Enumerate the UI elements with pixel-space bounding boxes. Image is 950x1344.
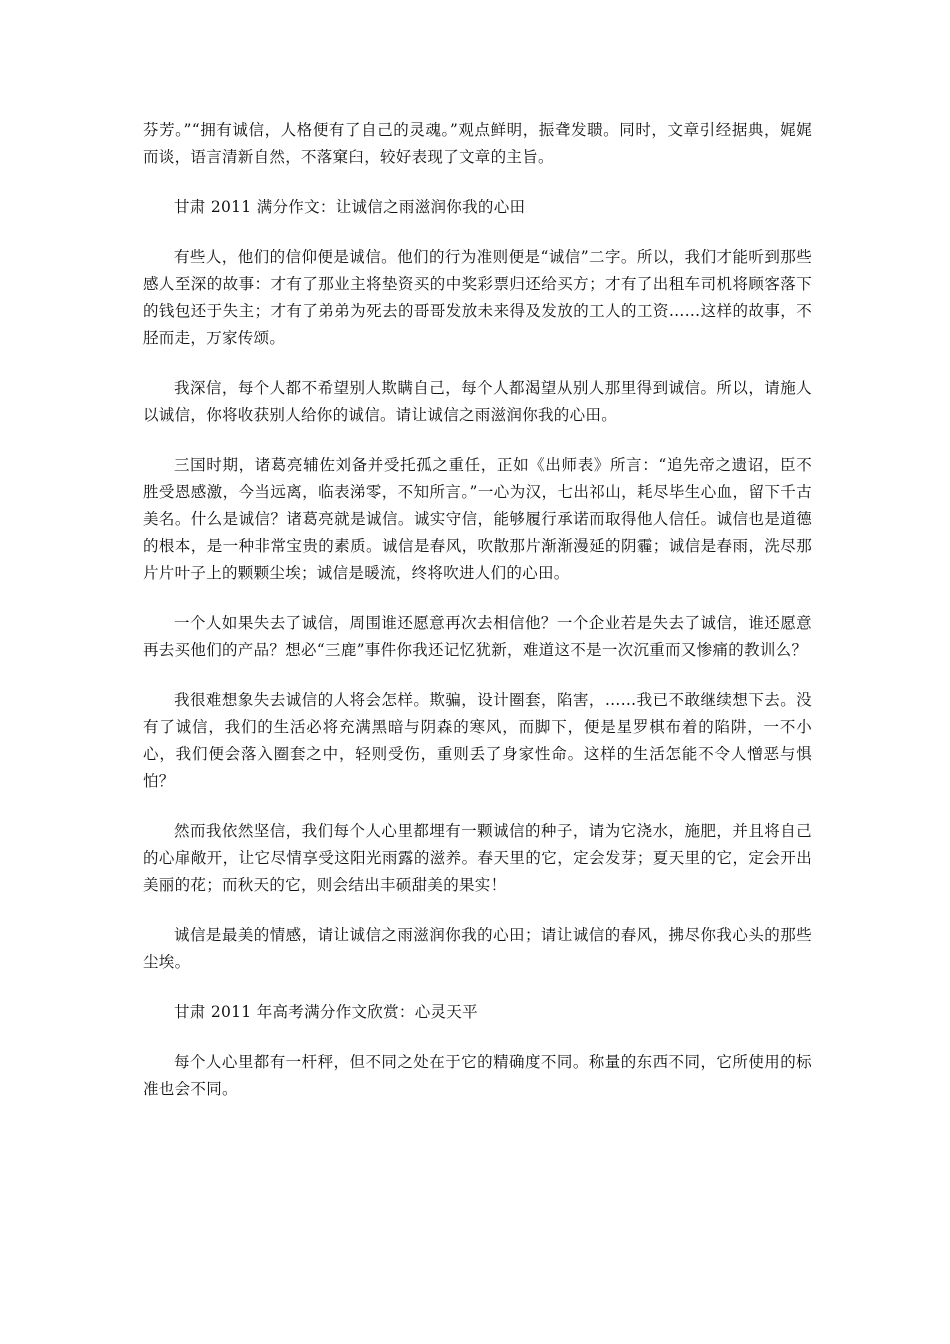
- section-heading-1: 甘肃 2011 满分作文：让诚信之雨滋润你我的心田: [174, 198, 526, 216]
- document-body: [143, 117, 812, 1126]
- paragraph-7: 然而我依然坚信，我们每个人心里都埋有一颗诚信的种子，请为它浇水，施肥，并且将自己的心扉敞开，让它尽情享受这阳光雨露的滋养。春天里的它，定会发芽；夏天里的它，定会开出美丽的花；而秋天的它，则会结出丰硕甜美的果实！: [143, 822, 812, 894]
- paragraph-6: 我很难想象失去诚信的人将会怎样。欺骗，设计圈套，陷害，……我已不敢继续想下去。没有了诚信，我们的生活必将充满黑暗与阴森的寒风，而脚下，便是星罗棋布着的陷阱，一不小心，我们便会落入圈套之中，轻则受伤，重则丢了身家性命。这样的生活怎能不令人憎恶与惧怕？: [143, 691, 812, 790]
- paragraph-2: 有些人，他们的信仰便是诚信。他们的行为准则便是“诚信”二字。所以，我们才能听到那些感人至深的故事：才有了那业主将垫资买的中奖彩票归还给买方；才有了出租车司机将顾客落下的钱包还于失主；才有了弟弟为死去的哥哥发放未来得及发放的工人的工资……这样的故事，不胫而走，万家传颂。: [143, 248, 812, 347]
- paragraph-4: 三国时期，诸葛亮辅佐刘备并受托孤之重任，正如《出师表》所言：“追先帝之遗诏，臣不胜受恩感激，今当远离，临表涕零，不知所言。”一心为汉，七出祁山，耗尽毕生心血，留下千古美名。什么是诚信？诸葛亮就是诚信。诚实守信，能够履行承诺而取得他人信任。诚信也是道德的根本，是一种非常宝贵的素质。诚信是春风，吹散那片渐渐漫延的阴霾；诚信是春雨，洗尽那片片叶子上的颗颗尘埃；诚信是暖流，终将吹进人们的心田。: [143, 456, 812, 582]
- paragraph-9: 每个人心里都有一杆秤，但不同之处在于它的精确度不同。称量的东西不同，它所使用的标准也会不同。: [143, 1053, 812, 1098]
- paragraph-3: 我深信，每个人都不希望别人欺瞒自己，每个人都渴望从别人那里得到诚信。所以，请施人以诚信，你将收获别人给你的诚信。请让诚信之雨滋润你我的心田。: [143, 379, 812, 424]
- paragraph-8: 诚信是最美的情感，请让诚信之雨滋润你我的心田；请让诚信的春风，拂尽你我心头的那些尘埃。: [143, 926, 812, 971]
- section-heading-2: 甘肃 2011 年高考满分作文欣赏：心灵天平: [174, 1003, 478, 1021]
- paragraph-1: 芬芳。”“拥有诚信，人格便有了自己的灵魂。”观点鲜明，振聋发聩。同时，文章引经据典，娓娓而谈，语言清新自然，不落窠臼，较好表现了文章的主旨。: [143, 121, 812, 166]
- paragraph-5: 一个人如果失去了诚信，周围谁还愿意再次去相信他？一个企业若是失去了诚信，谁还愿意再去买他们的产品？想必“三鹿”事件你我还记忆犹新，难道这不是一次沉重而又惨痛的教训么？: [143, 614, 812, 659]
